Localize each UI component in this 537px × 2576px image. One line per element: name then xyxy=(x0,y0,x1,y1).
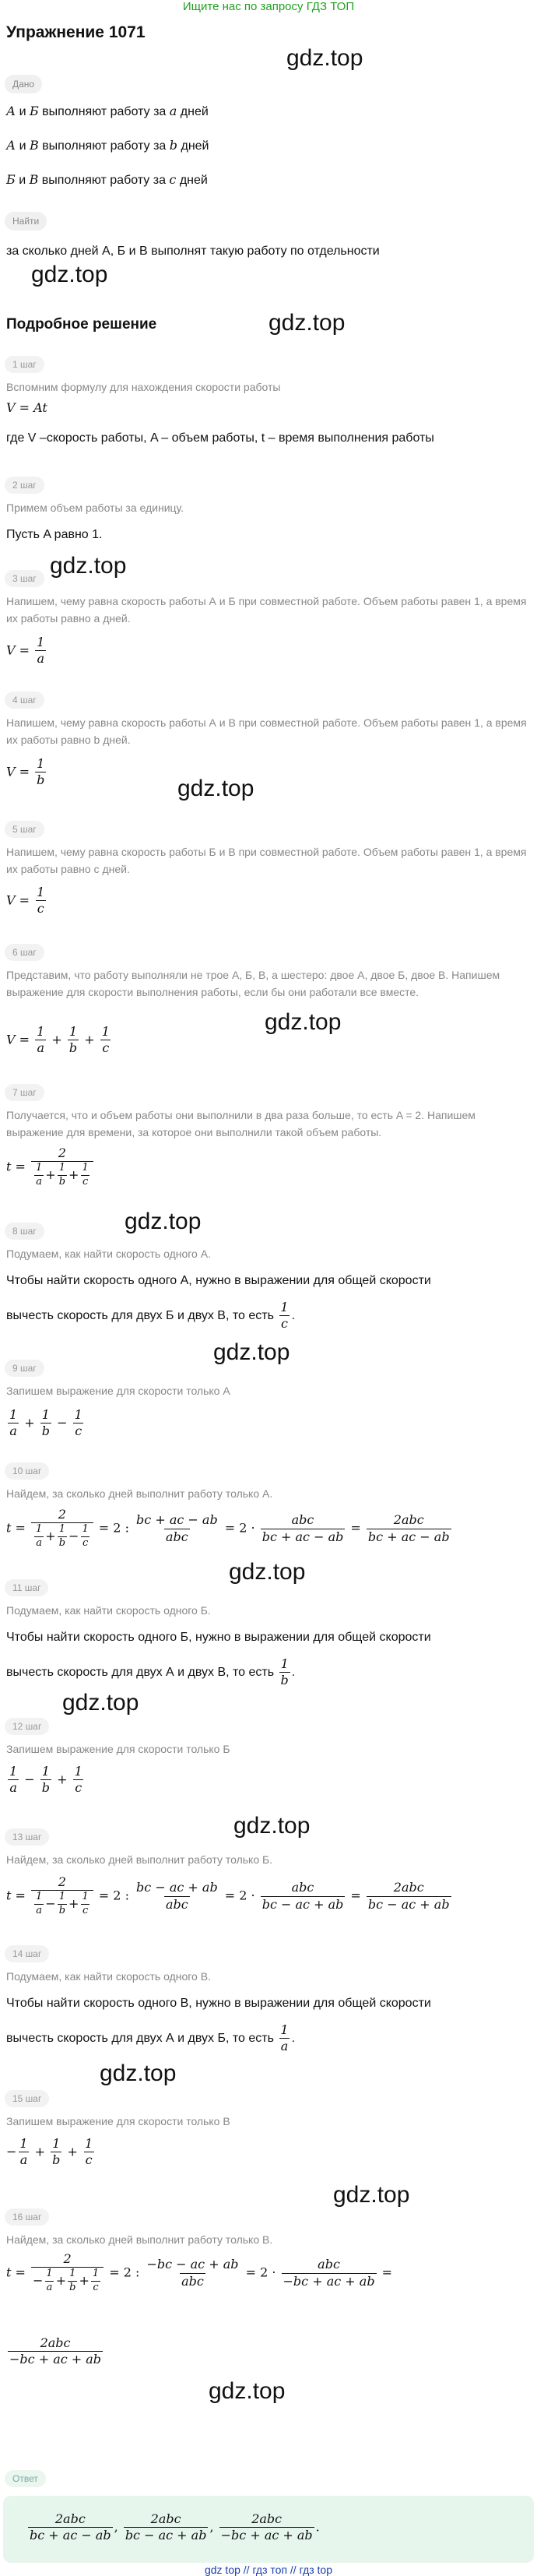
watermark: gdz.top xyxy=(100,2060,177,2086)
watermark: gdz.top xyxy=(286,45,363,71)
step-14-chip: 14 шаг xyxy=(5,1945,49,1962)
watermark: gdz.top xyxy=(265,1009,342,1035)
step-10-chip: 10 шаг xyxy=(5,1462,49,1480)
step-5-note: Напишем, чему равна скорость работы Б и В при совместной работе. Объем работы равен 1, а время их работы равно c дней. xyxy=(6,846,527,875)
page-title: Упражнение 1071 xyxy=(6,23,146,41)
watermark: gdz.top xyxy=(233,1813,311,1839)
find-text: за сколько дней А, Б и В выполнят такую работу по отдельности xyxy=(6,245,380,258)
step-9-formula: $\frac{1}{a}$ + $\frac{1}{b}$ − $\frac{1}{c}$ xyxy=(9,1407,82,1439)
step-1-chip: 1 шаг xyxy=(5,356,44,373)
watermark: gdz.top xyxy=(177,776,254,801)
step-2-note: Примем объем работы за единицу. xyxy=(6,501,184,514)
step-9-note: Запишем выражение для скорости только А xyxy=(6,1385,230,1397)
footer-links[interactable]: gdz top // гдз топ // гдз top xyxy=(204,2564,333,2576)
step-1-text: где V –скорость работы, A – объем работы, t – время выполнения работы xyxy=(6,431,434,445)
given-chip: Дано xyxy=(5,75,42,93)
watermark: gdz.top xyxy=(62,1690,139,1716)
step-7-chip: 7 шаг xyxy=(5,1084,44,1101)
step-13-formula: t = 2 $\frac{1}{a}$ − $\frac{1}{b}$ + $\frac{1}{c}$ = 2 : $\frac{bc - ac + ab}{\text{abc}}$ = 2 · $\frac{\text{abc}}{bc - ac + ab}$ = $\frac{\text{2abc}}{bc - ac + ab}$ xyxy=(6,1874,450,1917)
watermark: gdz.top xyxy=(50,553,127,579)
step-11-chip: 11 шаг xyxy=(5,1579,48,1596)
step-3-formula: V = $\frac{1}{a}$ xyxy=(6,635,45,667)
answer-formula: $\frac{\text{2abc}}{bc + ac - ab}$ , $\frac{\text{2abc}}{bc - ac + ab}$ , $\frac{\text{2abc}}{-bc + ac + ab}$ . xyxy=(30,2511,320,2543)
step-16-formula-cont: $\frac{\text{2abc}}{-bc + ac + ab}$ xyxy=(9,2335,102,2367)
step-14-text-1: Чтобы найти скорость одного В, нужно в выражении для общей скорости xyxy=(6,1997,431,2010)
step-12-chip: 12 шаг xyxy=(5,1718,49,1735)
step-4-chip: 4 шаг xyxy=(5,692,44,709)
watermark: gdz.top xyxy=(229,1559,306,1585)
step-15-note: Запишем выражение для скорости только В xyxy=(6,2115,230,2127)
step-3-chip: 3 шаг xyxy=(5,570,44,587)
step-16-chip: 16 шаг xyxy=(5,2208,49,2226)
watermark: gdz.top xyxy=(268,310,346,336)
step-14-note: Подумаем, как найти скорость одного В. xyxy=(6,1970,211,1983)
step-2-text: Пусть A равно 1. xyxy=(6,528,103,541)
step-2-chip: 2 шаг xyxy=(5,477,44,494)
given-line-3: Б и В выполняют работу за c дней xyxy=(6,172,208,187)
step-6-chip: 6 шаг xyxy=(5,944,44,961)
watermark: gdz.top xyxy=(333,2182,410,2208)
step-13-chip: 13 шаг xyxy=(5,1828,49,1846)
step-5-formula: V = $\frac{1}{c}$ xyxy=(6,885,45,917)
step-8-text-1: Чтобы найти скорость одного А, нужно в выражении для общей скорости xyxy=(6,1274,431,1287)
step-10-formula: t = 2 $\frac{1}{a}$ + $\frac{1}{b}$ − $\frac{1}{c}$ = 2 : $\frac{bc + ac - ab}{\text{abc}}$ = 2 · $\frac{\text{abc}}{bc + ac - ab}$ = $\frac{\text{2abc}}{bc + ac - ab}$ xyxy=(6,1507,450,1550)
search-hint-link[interactable]: Ищите нас по запросу ГДЗ ТОП xyxy=(182,0,355,13)
step-1-note: Вспомним формулу для нахождения скорости работы xyxy=(6,381,281,393)
step-1-formula: V = At xyxy=(6,400,47,415)
step-10-note: Найдем, за сколько дней выполнит работу только А. xyxy=(6,1487,273,1500)
step-14-text-2: вычесть скорость для двух А и двух Б, то есть $\frac{1}{a}$ . xyxy=(6,2022,296,2054)
step-8-chip: 8 шаг xyxy=(5,1223,44,1240)
watermark: gdz.top xyxy=(31,262,108,287)
step-7-formula: t = 2 $\frac{1}{a}$ + $\frac{1}{b}$ + $\frac{1}{c}$ xyxy=(6,1146,95,1188)
step-5-chip: 5 шаг xyxy=(5,821,44,838)
step-8-text-2: вычесть скорость для двух Б и двух В, то есть $\frac{1}{c}$ . xyxy=(6,1300,296,1332)
step-11-text-2: вычесть скорость для двух А и двух В, то есть $\frac{1}{b}$ . xyxy=(6,1656,296,1688)
step-16-formula: t = 2 − $\frac{1}{a}$ + $\frac{1}{b}$ + $\frac{1}{c}$ = 2 : $\frac{-bc - ac + ab}{\text{abc}}$ = 2 · $\frac{\text{abc}}{-bc + ac + ab}$ = xyxy=(6,2251,393,2294)
answer-chip: Ответ xyxy=(5,2470,46,2487)
given-line-1: А и Б выполняют работу за a дней xyxy=(6,104,209,118)
step-3-note: Напишем, чему равна скорость работы А и Б при совместной работе. Объем работы равен 1, а время их работы равно a дней. xyxy=(6,595,527,625)
step-12-note: Запишем выражение для скорости только Б xyxy=(6,1743,230,1755)
step-6-note: Представим, что работу выполняли не трое А, Б, В, а шестеро: двое А, двое Б, двое В. Напишем выражение для скорости выполнения работы, если бы они работали все вместе. xyxy=(6,969,500,998)
step-13-note: Найдем, за сколько дней выполнит работу только Б. xyxy=(6,1853,273,1866)
watermark: gdz.top xyxy=(125,1209,202,1234)
step-4-formula: V = $\frac{1}{b}$ xyxy=(6,756,45,788)
step-11-note: Подумаем, как найти скорость одного Б. xyxy=(6,1604,211,1617)
step-12-formula: $\frac{1}{a}$ − $\frac{1}{b}$ + $\frac{1}{c}$ xyxy=(9,1764,82,1796)
step-15-formula: − $\frac{1}{a}$ + $\frac{1}{b}$ + $\frac{1}{c}$ xyxy=(6,2136,93,2168)
step-16-note: Найдем, за сколько дней выполнит работу только В. xyxy=(6,2233,273,2246)
step-6-formula: V = $\frac{1}{a}$ + $\frac{1}{b}$ + $\frac{1}{c}$ xyxy=(6,1024,110,1056)
given-line-2: А и В выполняют работу за b дней xyxy=(6,138,209,153)
step-8-note: Подумаем, как найти скорость одного А. xyxy=(6,1248,211,1260)
step-11-text-1: Чтобы найти скорость одного Б, нужно в выражении для общей скорости xyxy=(6,1631,431,1644)
step-15-chip: 15 шаг xyxy=(5,2090,49,2107)
step-7-note: Получается, что и объем работы они выполнили в два раза больше, то есть A = 2. Напишем выражение для времени, за которое они выполнили такой объем работы. xyxy=(6,1109,476,1138)
watermark: gdz.top xyxy=(209,2378,286,2404)
step-9-chip: 9 шаг xyxy=(5,1360,44,1377)
watermark: gdz.top xyxy=(213,1339,290,1365)
step-4-note: Напишем, чему равна скорость работы А и В при совместной работе. Объем работы равен 1, а время их работы равно b дней. xyxy=(6,716,527,746)
solution-title: Подробное решение xyxy=(6,316,157,333)
find-chip: Найти xyxy=(5,212,47,231)
